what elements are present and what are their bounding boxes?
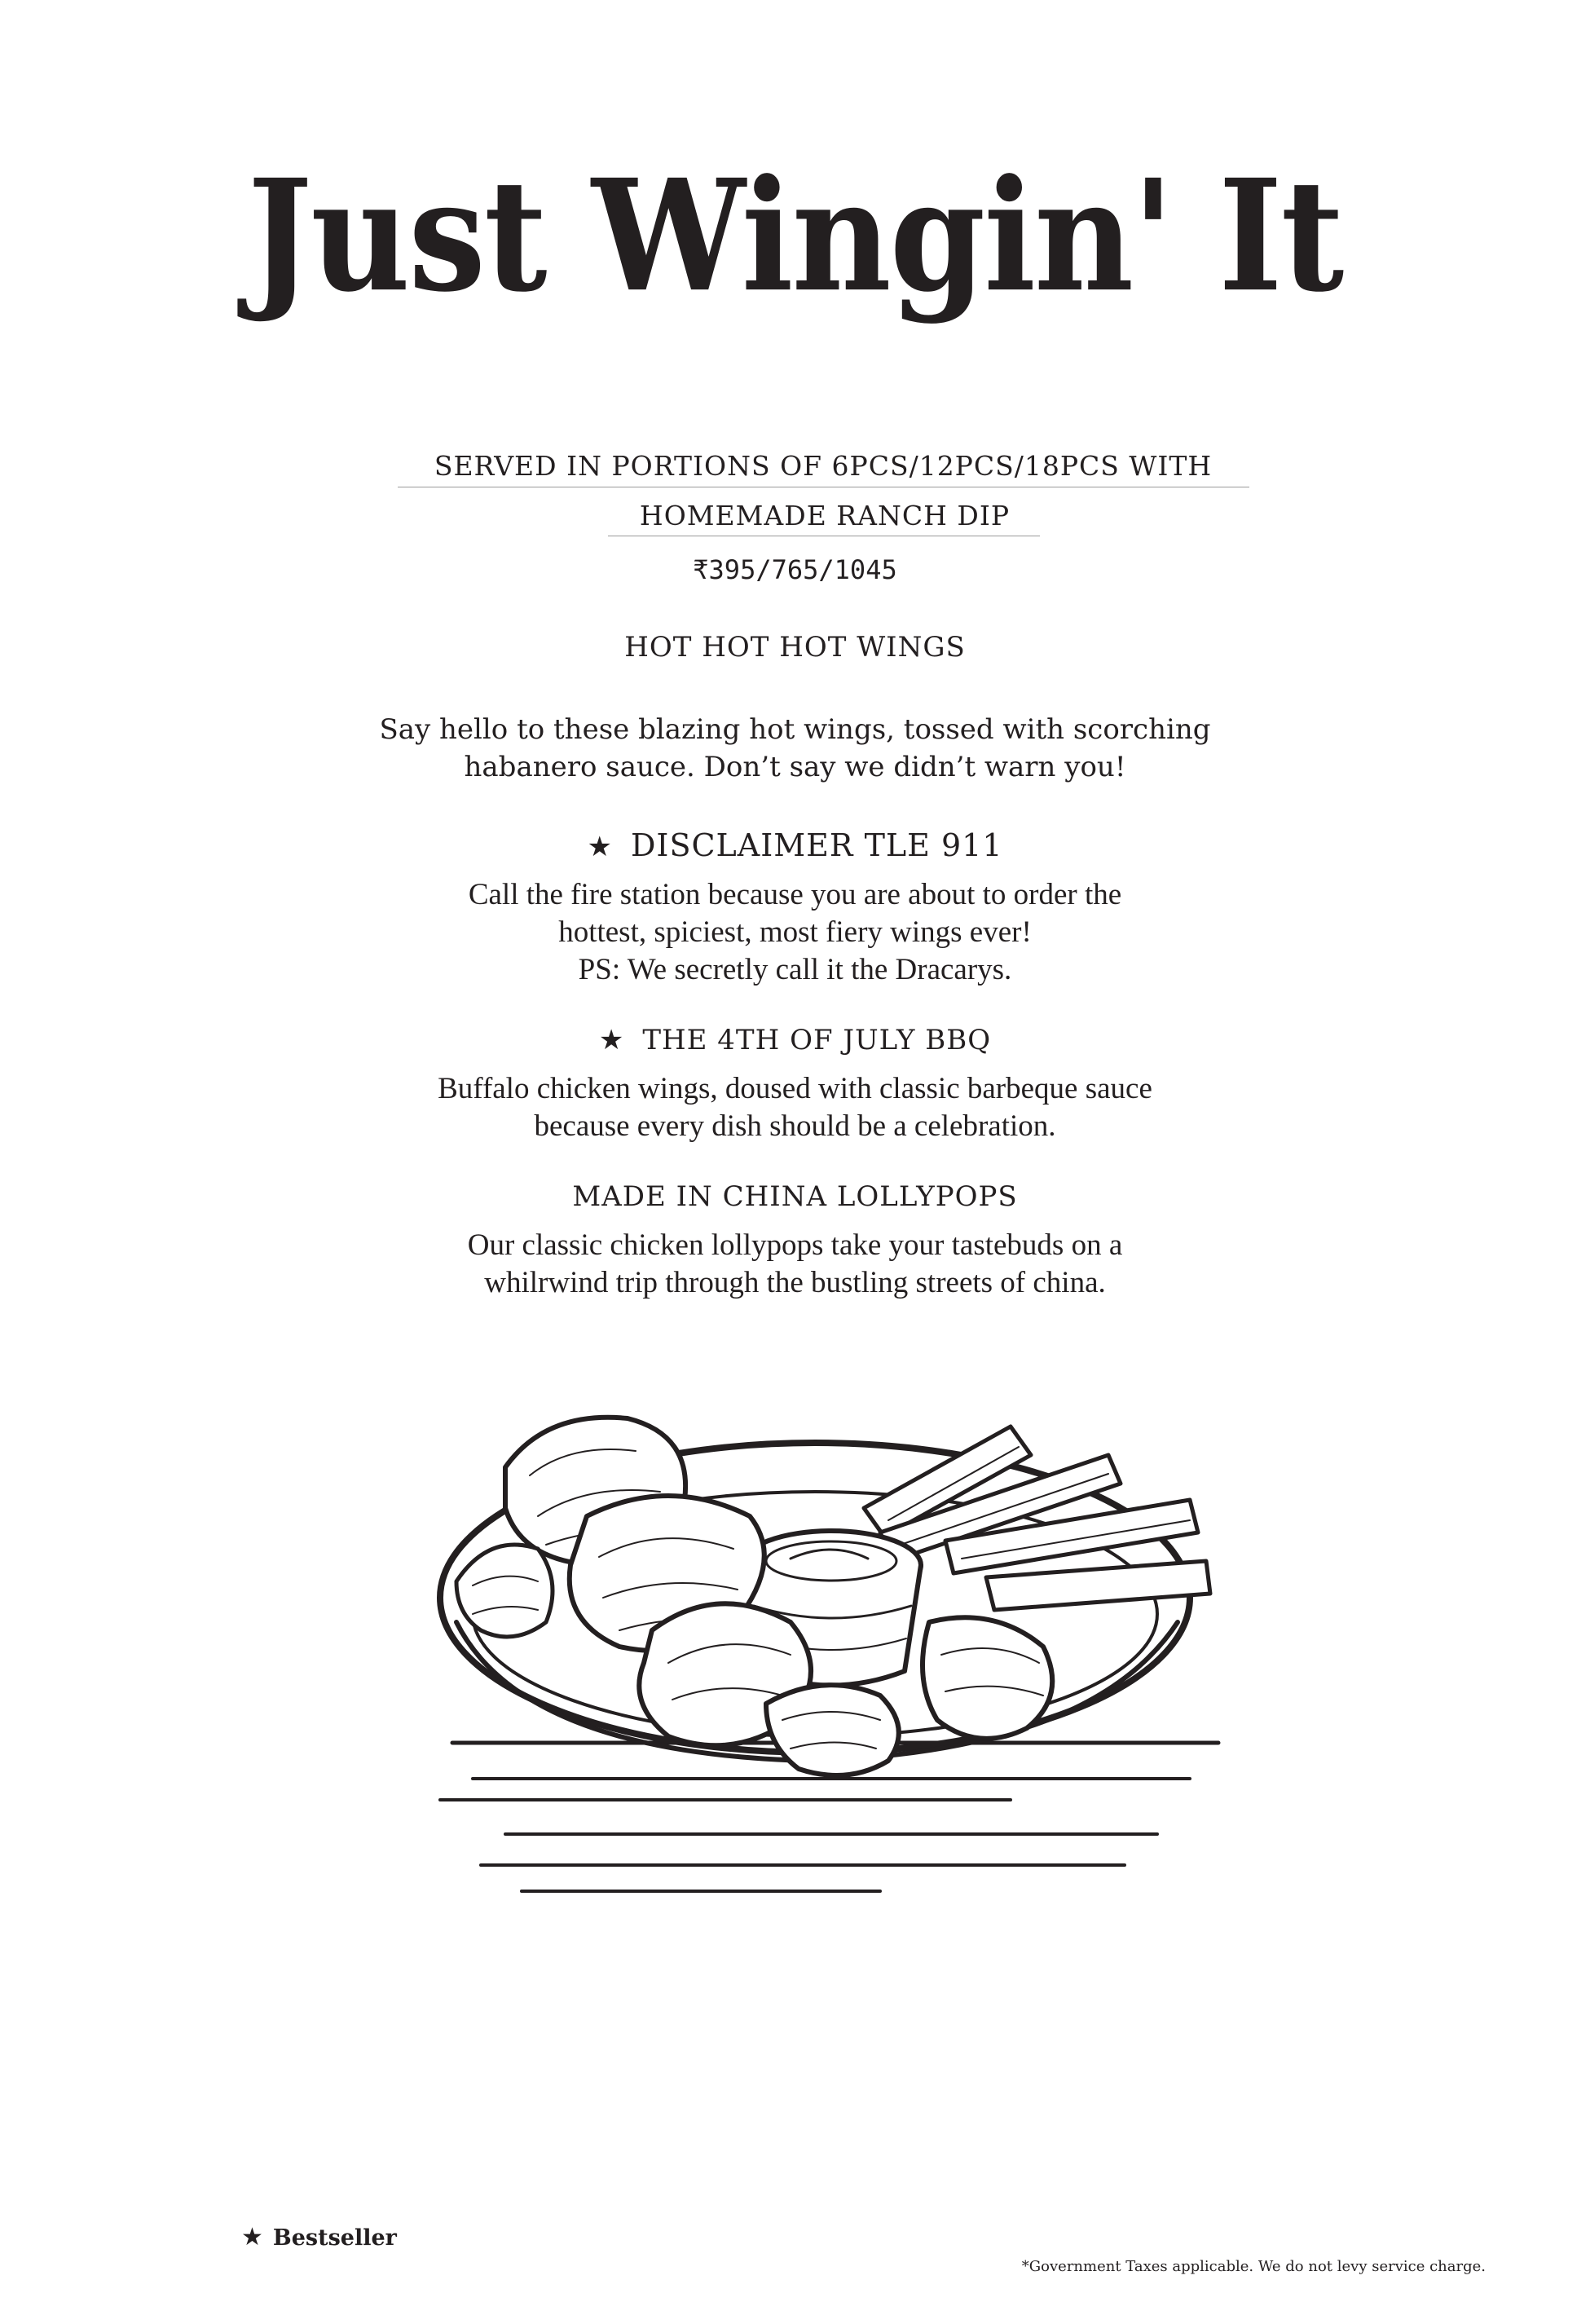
star-icon: ★ — [587, 831, 613, 863]
description-line: habanero sauce. Don’t say we didn’t warn you! — [464, 751, 1126, 783]
item-name-hot-hot-hot-wings — [0, 631, 1590, 664]
star-icon: ★ — [241, 2223, 263, 2251]
item-description-hot-hot-hot-wings — [0, 711, 1590, 786]
item-name-label: THE 4TH OF JULY BBQ — [642, 1024, 992, 1056]
page-title: Just Wingin' It — [247, 145, 1343, 326]
description-line: Say hello to these blazing hot wings, tossed with scorching — [379, 713, 1211, 746]
price: ₹395/765/1045 — [693, 554, 897, 585]
portion-info-line-1: SERVED IN PORTIONS OF 6PCS/12PCS/18PCS WITH — [434, 450, 1213, 482]
item-name-disclaimer-tle-911 — [0, 827, 1590, 863]
description-line: Call the fire station because you are about to order the — [468, 878, 1122, 911]
bestseller-label: Bestseller — [272, 2225, 397, 2251]
item-name-label: MADE IN CHINA LOLLYPOPS — [572, 1180, 1018, 1213]
tax-disclaimer: *Government Taxes applicable. We do not levy service charge. — [1021, 2258, 1486, 2275]
item-name-label: HOT HOT HOT WINGS — [624, 631, 966, 664]
description-line: because every dish should be a celebration. — [534, 1109, 1056, 1143]
item-description-disclaimer-tle-911 — [0, 876, 1590, 989]
bestseller-legend — [241, 2223, 397, 2251]
description-line: PS: We secretly call it the Dracarys. — [578, 953, 1012, 986]
description-line: Buffalo chicken wings, doused with classic barbeque sauce — [438, 1072, 1152, 1105]
item-name-made-in-china-lollypops — [0, 1180, 1590, 1213]
description-line: hottest, spiciest, most fiery wings ever! — [558, 915, 1032, 949]
description-line: Our classic chicken lollypops take your tastebuds on a — [467, 1228, 1123, 1262]
item-description-4th-of-july-bbq — [0, 1070, 1590, 1145]
star-icon: ★ — [598, 1024, 625, 1056]
item-name-4th-of-july-bbq — [0, 1026, 1590, 1054]
item-description-made-in-china-lollypops — [0, 1227, 1590, 1302]
portion-info-line-2: HOMEMADE RANCH DIP — [639, 500, 1011, 531]
chicken-wings-plate-illustration — [424, 1378, 1239, 1916]
item-name-label: DISCLAIMER TLE 911 — [630, 827, 1003, 863]
description-line: whilrwind trip through the bustling streets of china. — [484, 1266, 1106, 1299]
